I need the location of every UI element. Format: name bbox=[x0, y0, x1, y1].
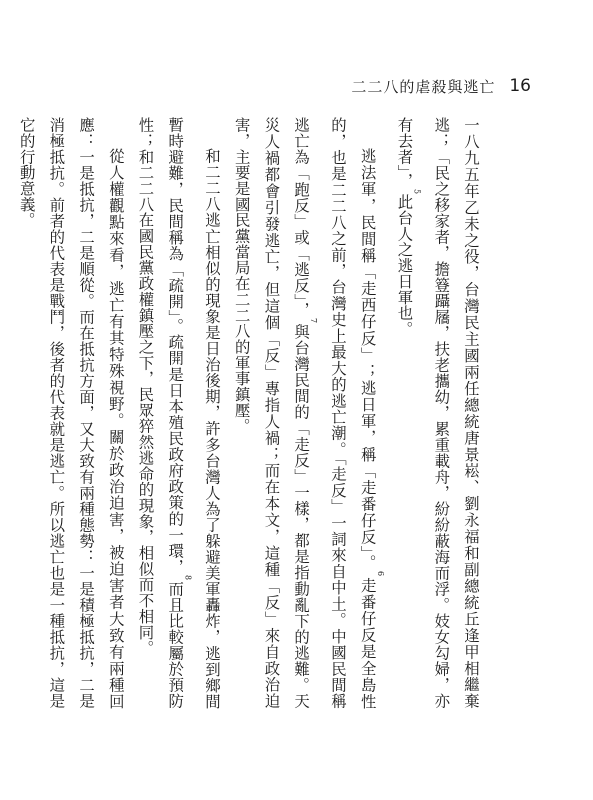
chapter-title: 二二八的虐殺與逃亡 bbox=[351, 77, 496, 96]
paragraph bbox=[226, 117, 389, 709]
text-run: 和二二八逃亡相似的現象是日治後期，許多台灣人為了躲避美軍轟炸，逃到鄉間暫時避難，民間稱為「疏開」。疏開是日本殖民政府政策的一環， bbox=[166, 117, 221, 709]
footnote-marker: 8 bbox=[183, 574, 193, 581]
text-run: 從人權觀點來看，逃亡有其特殊視野。關於政治迫害，被迫害者大致有兩種回應：一是抵抗，二是順從。而在抵抗方面，又大致有兩種態勢：一是積極抵抗，二是消極抵抗。前者的代表是戰鬥，後者的代表就是逃亡。所以逃亡也是一種抵抗，這是它的行動意義。 bbox=[17, 117, 125, 709]
paragraph bbox=[389, 117, 485, 709]
body-text bbox=[11, 117, 485, 709]
paragraph bbox=[11, 117, 130, 709]
text-run: 一八九五年乙未之役，台灣民主國兩任總統唐景崧、劉永福和副總統丘逢甲相繼棄逃；「民之移家者，擔簦躡屩，扶老攜幼，累重載舟，紛紛蔽海而浮。妓女勾婦，亦有去者」， bbox=[395, 117, 480, 709]
running-head bbox=[351, 76, 531, 96]
footnote-marker: 6 bbox=[375, 570, 385, 577]
text-run: 走番仔反是全島性的，也是二二八之前，台灣史上最大的逃亡潮。「走反」一詞來自中土。中國民間稱逃亡為「跑反」或「逃反」， bbox=[292, 117, 377, 709]
text-run: 此台人之逃日軍也。 bbox=[395, 194, 414, 337]
paragraph bbox=[130, 117, 226, 709]
footnote-marker: 7 bbox=[309, 318, 319, 324]
text-run: 與台灣民間的「走反」一樣，都是指動亂下的逃難。天災人禍都會引發逃亡，但這個「反」專指人禍；而在本文，這種「反」來自政治迫害，主要是國民黨當局在二二八的軍事鎮壓。 bbox=[232, 117, 311, 709]
page-number: 16 bbox=[509, 76, 531, 96]
text-run: 逃法軍，民間稱「走西仔反」；逃日軍，稱「走番仔反」。 bbox=[358, 147, 377, 571]
text-run: 而且比較屬於預防性；和二二八在國民黨政權鎮壓之下，民眾猝然逃命的現象，相似而不相同。 bbox=[136, 117, 185, 709]
footnote-marker: 5 bbox=[412, 188, 422, 195]
